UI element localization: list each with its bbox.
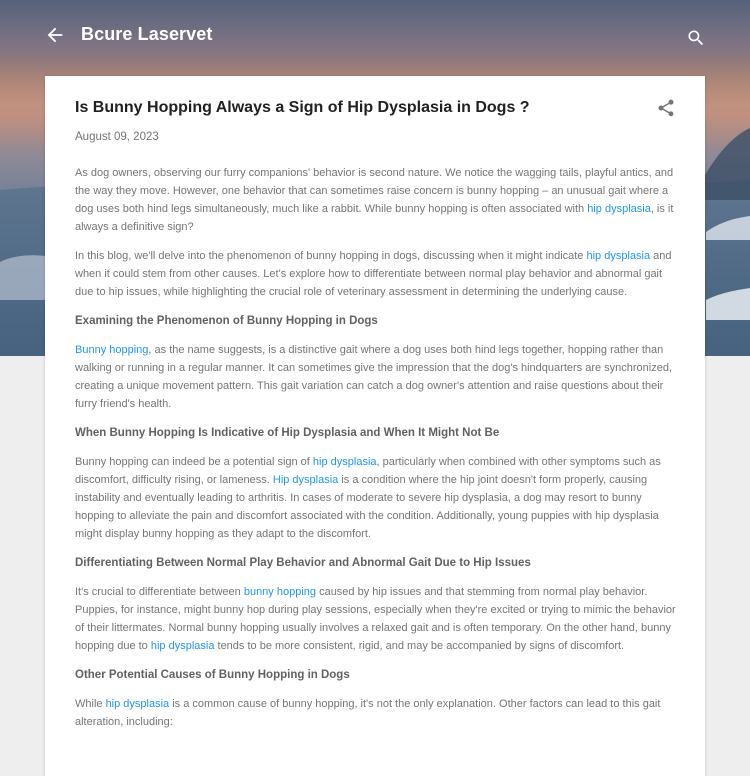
text-run: caused by hip issues and that stemming from normal play behavior. Puppies, for instance, might bunny hop during play sessions, especially when they're excited or trying to mimic the behavior of their littermates. Normal bunny hopping usually involves a relaxed gait and is often temporary. On the other hand, bunny hopping due to xyxy=(75,586,676,652)
hip-dysplasia-link[interactable]: hip dysplasia xyxy=(150,640,215,652)
section-heading-examining: Examining the Phenomenon of Bunny Hopping in Dogs xyxy=(75,315,378,327)
text-run: While xyxy=(75,698,106,710)
share-icon[interactable] xyxy=(656,98,676,118)
text-run: is a condition where the hip joint doesn't form properly, causing instability and eventually leading to arthritis. In cases of moderate to severe hip dysplasia, a dog may resort to bunny hopping to alleviate the pain and discomfort associated with the condition. Additionally, young puppies with hip dysplasia might display bunny hopping as they adapt to the discomfort. xyxy=(75,474,659,540)
post-date: August 09, 2023 xyxy=(75,131,159,143)
post-title: Is Bunny Hopping Always a Sign of Hip Dysplasia in Dogs ? xyxy=(75,99,530,116)
text-run: In this blog, we'll delve into the phenomenon of bunny hopping in dogs, discussing when it might indicate xyxy=(75,250,587,262)
arrow-left-icon[interactable] xyxy=(44,24,66,46)
hip-dysplasia-link[interactable]: hip dysplasia xyxy=(312,456,377,468)
text-run: , as the name suggests, is a distinctive gait where a dog uses both hind legs together, hopping rather than walking or running in a regular manner. It can sometimes give the impression that the dog's hindquarters are synchronized, creating a unique movement pattern. This gait variation can catch a dog owner's attention and raise questions about their furry friend's health. xyxy=(75,344,673,410)
bunny-hopping-link[interactable]: Bunny hopping xyxy=(75,344,149,356)
hip-dysplasia-link[interactable]: Hip dysplasia xyxy=(272,474,339,486)
post-body xyxy=(75,164,676,742)
paragraph-differentiating xyxy=(75,583,676,655)
hip-dysplasia-link[interactable]: hip dysplasia xyxy=(587,203,651,215)
paragraph-other-causes xyxy=(75,695,676,731)
text-run: Bunny hopping can indeed be a potential sign of xyxy=(75,456,313,468)
section-heading-indicative: When Bunny Hopping Is Indicative of Hip Dysplasia and When It Might Not Be xyxy=(75,427,500,439)
hip-dysplasia-link[interactable]: hip dysplasia xyxy=(105,698,170,710)
top-navigation-bar xyxy=(0,0,750,72)
blog-title-link[interactable]: Bcure Laservet xyxy=(81,24,213,44)
search-icon[interactable] xyxy=(686,28,706,48)
text-run: is a common cause of bunny hopping, it's not the only explanation. Other factors can lead to this gait alteration, including: xyxy=(75,698,661,728)
section-heading-differentiating: Differentiating Between Normal Play Behavior and Abnormal Gait Due to Hip Issues xyxy=(75,557,531,569)
paragraph-intro xyxy=(75,164,676,236)
text-run: tends to be more consistent, rigid, and may be accompanied by signs of discomfort. xyxy=(214,640,625,652)
section-heading-other-causes: Other Potential Causes of Bunny Hopping in Dogs xyxy=(75,669,350,681)
text-run: and when it could stem from other causes. Let's explore how to differentiate between normal play behavior and abnormal gait due to hip issues, while highlighting the crucial role of veterinary assessment in determining the underlying cause. xyxy=(75,250,672,298)
paragraph-hip-dysplasia-sign xyxy=(75,453,676,543)
bunny-hopping-link[interactable]: bunny hopping xyxy=(243,586,317,598)
paragraph-blog-overview xyxy=(75,247,676,301)
post-card xyxy=(45,76,705,776)
paragraph-bunny-hopping-definition xyxy=(75,341,676,413)
hip-dysplasia-link[interactable]: hip dysplasia xyxy=(586,250,651,262)
text-run: , is it always a definitive sign? xyxy=(75,203,674,233)
text-run: It's crucial to differentiate between xyxy=(75,586,244,598)
text-run: , particularly when combined with other symptoms such as discomfort, difficulty rising, or lameness. xyxy=(75,456,661,486)
text-run: As dog owners, observing our furry companions' behavior is second nature. We notice the wagging tails, playful antics, and the way they move. However, one behavior that can sometimes raise concern is bunny hopping – an unusual gait where a dog uses both hind legs simultaneously, much like a rabbit. While bunny hopping is often associated with xyxy=(75,167,674,215)
